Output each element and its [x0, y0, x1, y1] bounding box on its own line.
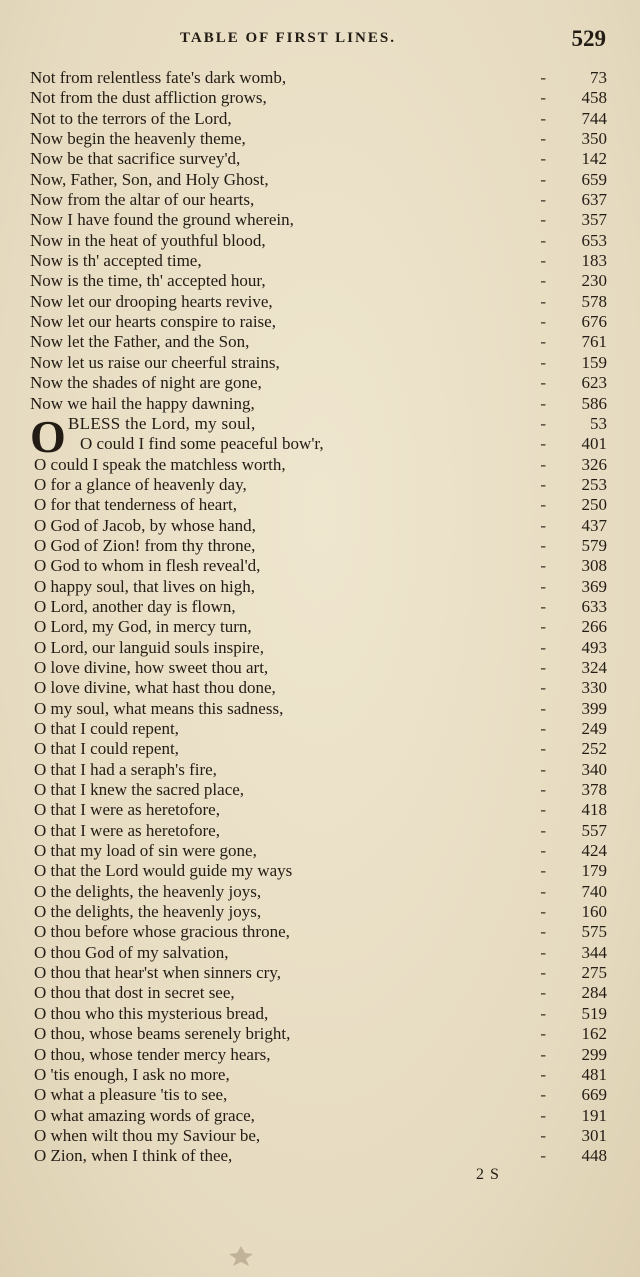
first-line-text: O could I find some peaceful bow'r, [80, 434, 324, 454]
first-line-entry [30, 841, 607, 861]
hymn-number: 579 [581, 535, 607, 555]
first-line-text: Now let the Father, and the Son, [30, 332, 250, 352]
first-lines-list [30, 68, 607, 1167]
dot-leader: - [540, 820, 547, 840]
first-line-entry [30, 882, 607, 902]
first-line-entry [30, 800, 607, 820]
hymn-number: 424 [581, 841, 607, 861]
hymn-number: 275 [581, 963, 607, 983]
hymn-number: 493 [581, 637, 607, 657]
dot-leader: - [540, 251, 547, 271]
running-head: TABLE OF FIRST LINES. [180, 30, 396, 46]
dot-leader: - [540, 291, 547, 311]
dot-leader: - [540, 474, 547, 494]
first-line-entry [30, 1106, 607, 1126]
hymn-number: 399 [581, 698, 607, 718]
first-line-entry [30, 68, 607, 88]
dot-leader: - [540, 515, 547, 535]
dot-leader: - [540, 352, 547, 372]
dot-leader: - [540, 841, 547, 861]
dot-leader: - [540, 434, 547, 454]
hymn-number: 369 [581, 576, 607, 596]
first-line-text: O that I had a seraph's fire, [34, 759, 217, 779]
first-line-entry [30, 943, 607, 963]
first-line-text: O the delights, the heavenly joys, [34, 881, 262, 901]
dot-leader: - [540, 190, 547, 210]
first-line-text: Now, Father, Son, and Holy Ghost, [30, 169, 269, 189]
first-line-entry [30, 394, 607, 414]
first-line-text: O God of Zion! from thy throne, [34, 535, 256, 555]
dot-leader: - [540, 963, 547, 983]
first-line-entry [30, 1004, 607, 1024]
first-line-text: O for a glance of heavenly day, [34, 474, 247, 494]
first-line-text: O that the Lord would guide my ways [34, 861, 293, 881]
first-line-text: O thou before whose gracious throne, [34, 922, 290, 942]
hymn-number: 437 [581, 515, 607, 535]
first-line-entry [30, 455, 607, 475]
dot-leader: - [540, 88, 547, 108]
first-line-entry [30, 251, 607, 271]
hymn-number: 330 [581, 678, 607, 698]
hymn-number: 142 [581, 149, 607, 169]
first-line-text: O Zion, when I think of thee, [34, 1146, 233, 1166]
first-line-text: Now from the altar of our hearts, [30, 190, 255, 210]
dot-leader: - [540, 68, 547, 87]
first-line-text: Now let us raise our cheerful strains, [30, 352, 280, 372]
dot-leader: - [540, 1105, 547, 1125]
first-line-text: O the delights, the heavenly joys, [34, 902, 262, 922]
first-line-entry [30, 1126, 607, 1146]
hymn-number: 324 [581, 657, 607, 677]
first-line-text: O what amazing words of grace, [34, 1105, 255, 1125]
dot-leader: - [540, 881, 547, 901]
hymn-number: 676 [581, 312, 607, 332]
first-line-entry [30, 963, 607, 983]
dot-leader: - [540, 1003, 547, 1023]
dot-leader: - [540, 922, 547, 942]
hymn-number: 162 [581, 1024, 607, 1044]
first-line-entry [30, 434, 607, 454]
first-line-text: O happy soul, that lives on high, [34, 576, 255, 596]
first-line-entry [30, 902, 607, 922]
first-line-text: O love divine, what hast thou done, [34, 678, 276, 698]
hymn-number: 740 [581, 881, 607, 901]
dot-leader: - [540, 617, 547, 637]
first-line-text: O my soul, what means this sadness, [34, 698, 284, 718]
hymn-number: 53 [590, 413, 607, 433]
first-line-entry [30, 129, 607, 149]
first-line-entry [30, 739, 607, 759]
printer-ornament-icon [226, 1245, 256, 1267]
hymn-number: 633 [581, 596, 607, 616]
first-line-text: Now the shades of night are gone, [30, 373, 262, 393]
hymn-number: 299 [581, 1044, 607, 1064]
hymn-number: 623 [581, 373, 607, 393]
first-line-text: O that I were as heretofore, [34, 820, 220, 840]
first-line-entry [30, 638, 607, 658]
dot-leader: - [540, 169, 547, 189]
first-line-entry [30, 190, 607, 210]
dot-leader: - [540, 596, 547, 616]
dot-leader: - [540, 678, 547, 698]
hymn-number: 266 [581, 617, 607, 637]
first-line-entry [30, 495, 607, 515]
dot-leader: - [540, 230, 547, 250]
first-line-text: O for that tenderness of heart, [34, 495, 237, 515]
dot-leader: - [540, 556, 547, 576]
first-line-entry [30, 373, 607, 393]
first-line-text: O that I knew the sacred place, [34, 780, 245, 800]
dot-leader: - [540, 1044, 547, 1064]
first-line-text: Not from relentless fate's dark womb, [30, 68, 287, 87]
dot-leader: - [540, 861, 547, 881]
first-line-entry [30, 597, 607, 617]
first-line-entry [30, 353, 607, 373]
first-line-text: O thou, whose tender mercy hears, [34, 1044, 271, 1064]
first-line-text: O thou that dost in secret see, [34, 983, 235, 1003]
first-line-text: O Lord, our languid souls inspire, [34, 637, 264, 657]
first-line-text: O God of Jacob, by whose hand, [34, 515, 256, 535]
first-line-entry [30, 780, 607, 800]
hymn-number: 179 [581, 861, 607, 881]
first-line-text: O 'tis enough, I ask no more, [34, 1064, 230, 1084]
signature-mark: 2 S [476, 1166, 500, 1183]
hymn-number: 761 [581, 332, 607, 352]
first-line-entry [30, 861, 607, 881]
first-line-entry [30, 760, 607, 780]
first-line-entry [30, 983, 607, 1003]
first-line-entry [30, 1085, 607, 1105]
dot-leader: - [540, 780, 547, 800]
hymn-number: 401 [581, 434, 607, 454]
first-line-entry [30, 475, 607, 495]
first-line-text: O that I could repent, [34, 739, 179, 759]
first-line-entry [30, 170, 607, 190]
hymn-number: 301 [581, 1125, 607, 1145]
hymn-number: 350 [581, 129, 607, 149]
first-line-entry [30, 292, 607, 312]
hymn-number: 418 [581, 800, 607, 820]
hymn-number: 73 [590, 68, 607, 87]
first-line-text: Now is the time, th' accepted hour, [30, 271, 266, 291]
hymn-number: 284 [581, 983, 607, 1003]
dot-leader: - [540, 312, 547, 332]
hymn-number: 253 [581, 474, 607, 494]
first-line-text: O God to whom in flesh reveal'd, [34, 556, 261, 576]
dot-leader: - [540, 332, 547, 352]
dot-leader: - [540, 210, 547, 230]
hymn-number: 183 [581, 251, 607, 271]
dot-leader: - [540, 1146, 547, 1166]
hymn-number: 344 [581, 942, 607, 962]
hymn-number: 357 [581, 210, 607, 230]
first-line-entry [30, 699, 607, 719]
first-line-entry [30, 312, 607, 332]
dot-leader: - [540, 698, 547, 718]
first-line-entry [30, 922, 607, 942]
hymn-number: 326 [581, 454, 607, 474]
hymn-number: 252 [581, 739, 607, 759]
first-line-text: O thou that hear'st when sinners cry, [34, 963, 281, 983]
dot-leader: - [540, 535, 547, 555]
first-line-text: O thou who this mysterious bread, [34, 1003, 269, 1023]
first-line-text: O Lord, another day is flown, [34, 596, 236, 616]
dot-leader: - [540, 1024, 547, 1044]
dot-leader: - [540, 149, 547, 169]
first-line-text: BLESS the Lord, my soul, [68, 413, 256, 433]
first-line-text: Not to the terrors of the Lord, [30, 108, 232, 128]
first-line-text: O Lord, my God, in mercy turn, [34, 617, 252, 637]
first-line-entry [30, 210, 607, 230]
first-line-text: Now is th' accepted time, [30, 251, 202, 271]
first-line-entry [30, 536, 607, 556]
first-line-entry [30, 149, 607, 169]
hymn-number: 159 [581, 352, 607, 372]
hymn-number: 557 [581, 820, 607, 840]
first-line-entry [30, 1045, 607, 1065]
page-header [0, 26, 640, 52]
hymn-number: 744 [581, 108, 607, 128]
hymn-number: 458 [581, 88, 607, 108]
dot-leader: - [540, 942, 547, 962]
dot-leader: - [540, 902, 547, 922]
dot-leader: - [540, 739, 547, 759]
first-line-text: O thou God of my salvation, [34, 942, 229, 962]
first-line-text: Now we hail the happy dawning, [30, 393, 255, 413]
first-line-entry [30, 678, 607, 698]
hymn-number: 250 [581, 495, 607, 515]
hymn-number: 481 [581, 1064, 607, 1084]
dot-leader: - [540, 108, 547, 128]
hymn-number: 659 [581, 169, 607, 189]
dot-leader: - [540, 637, 547, 657]
first-line-text: O that my load of sin were gone, [34, 841, 257, 861]
hymn-number: 378 [581, 780, 607, 800]
hymn-number: 575 [581, 922, 607, 942]
hymn-number: 653 [581, 230, 607, 250]
first-line-entry [30, 271, 607, 291]
dot-leader: - [540, 983, 547, 1003]
first-line-entry [30, 109, 607, 129]
drop-cap: O [30, 410, 66, 462]
hymn-number: 340 [581, 759, 607, 779]
dot-leader: - [540, 759, 547, 779]
first-line-entry [30, 821, 607, 841]
first-line-entry [30, 577, 607, 597]
first-line-text: O what a pleasure 'tis to see, [34, 1085, 228, 1105]
dot-leader: - [540, 413, 547, 433]
dot-leader: - [540, 1085, 547, 1105]
first-line-text: O thou, whose beams serenely bright, [34, 1024, 291, 1044]
hymn-number: 637 [581, 190, 607, 210]
hymn-number: 448 [581, 1146, 607, 1166]
first-line-entry [30, 88, 607, 108]
first-line-entry [30, 516, 607, 536]
first-line-text: Now in the heat of youthful blood, [30, 230, 266, 250]
dot-leader: - [540, 271, 547, 291]
first-line-text: Now be that sacrifice survey'd, [30, 149, 241, 169]
dot-leader: - [540, 373, 547, 393]
dot-leader: - [540, 657, 547, 677]
first-line-text: O that I could repent, [34, 719, 179, 738]
first-line-entry [30, 658, 607, 678]
first-line-entry [30, 1146, 607, 1166]
hymn-number: 519 [581, 1003, 607, 1023]
dot-leader: - [540, 495, 547, 515]
hymn-number: 308 [581, 556, 607, 576]
first-line-entry [30, 617, 607, 637]
hymn-number: 249 [581, 719, 607, 738]
first-line-entry [30, 1024, 607, 1044]
first-line-text: O love divine, how sweet thou art, [34, 657, 269, 677]
page-number: 529 [571, 26, 606, 51]
first-line-entry [30, 231, 607, 251]
hymn-number: 669 [581, 1085, 607, 1105]
first-line-entry [30, 332, 607, 352]
hymn-number: 586 [581, 393, 607, 413]
first-line-text: Not from the dust affliction grows, [30, 88, 267, 108]
first-line-entry [30, 556, 607, 576]
first-line-text: O when wilt thou my Saviour be, [34, 1125, 261, 1145]
hymn-number: 230 [581, 271, 607, 291]
first-line-entry [30, 1065, 607, 1085]
dot-leader: - [540, 454, 547, 474]
first-line-text: Now let our hearts conspire to raise, [30, 312, 276, 332]
dot-leader: - [540, 1125, 547, 1145]
first-line-text: Now begin the heavenly theme, [30, 129, 246, 149]
dot-leader: - [540, 129, 547, 149]
first-line-text: O could I speak the matchless worth, [34, 454, 286, 474]
first-line-text: Now let our drooping hearts revive, [30, 291, 273, 311]
first-line-text: O that I were as heretofore, [34, 800, 220, 820]
hymn-number: 578 [581, 291, 607, 311]
dot-leader: - [540, 800, 547, 820]
first-line-text: Now I have found the ground wherein, [30, 210, 294, 230]
dot-leader: - [540, 393, 547, 413]
hymn-number: 191 [581, 1105, 607, 1125]
hymn-number: 160 [581, 902, 607, 922]
dot-leader: - [540, 576, 547, 596]
dot-leader: - [540, 719, 547, 738]
dot-leader: - [540, 1064, 547, 1084]
first-line-entry [30, 719, 607, 739]
